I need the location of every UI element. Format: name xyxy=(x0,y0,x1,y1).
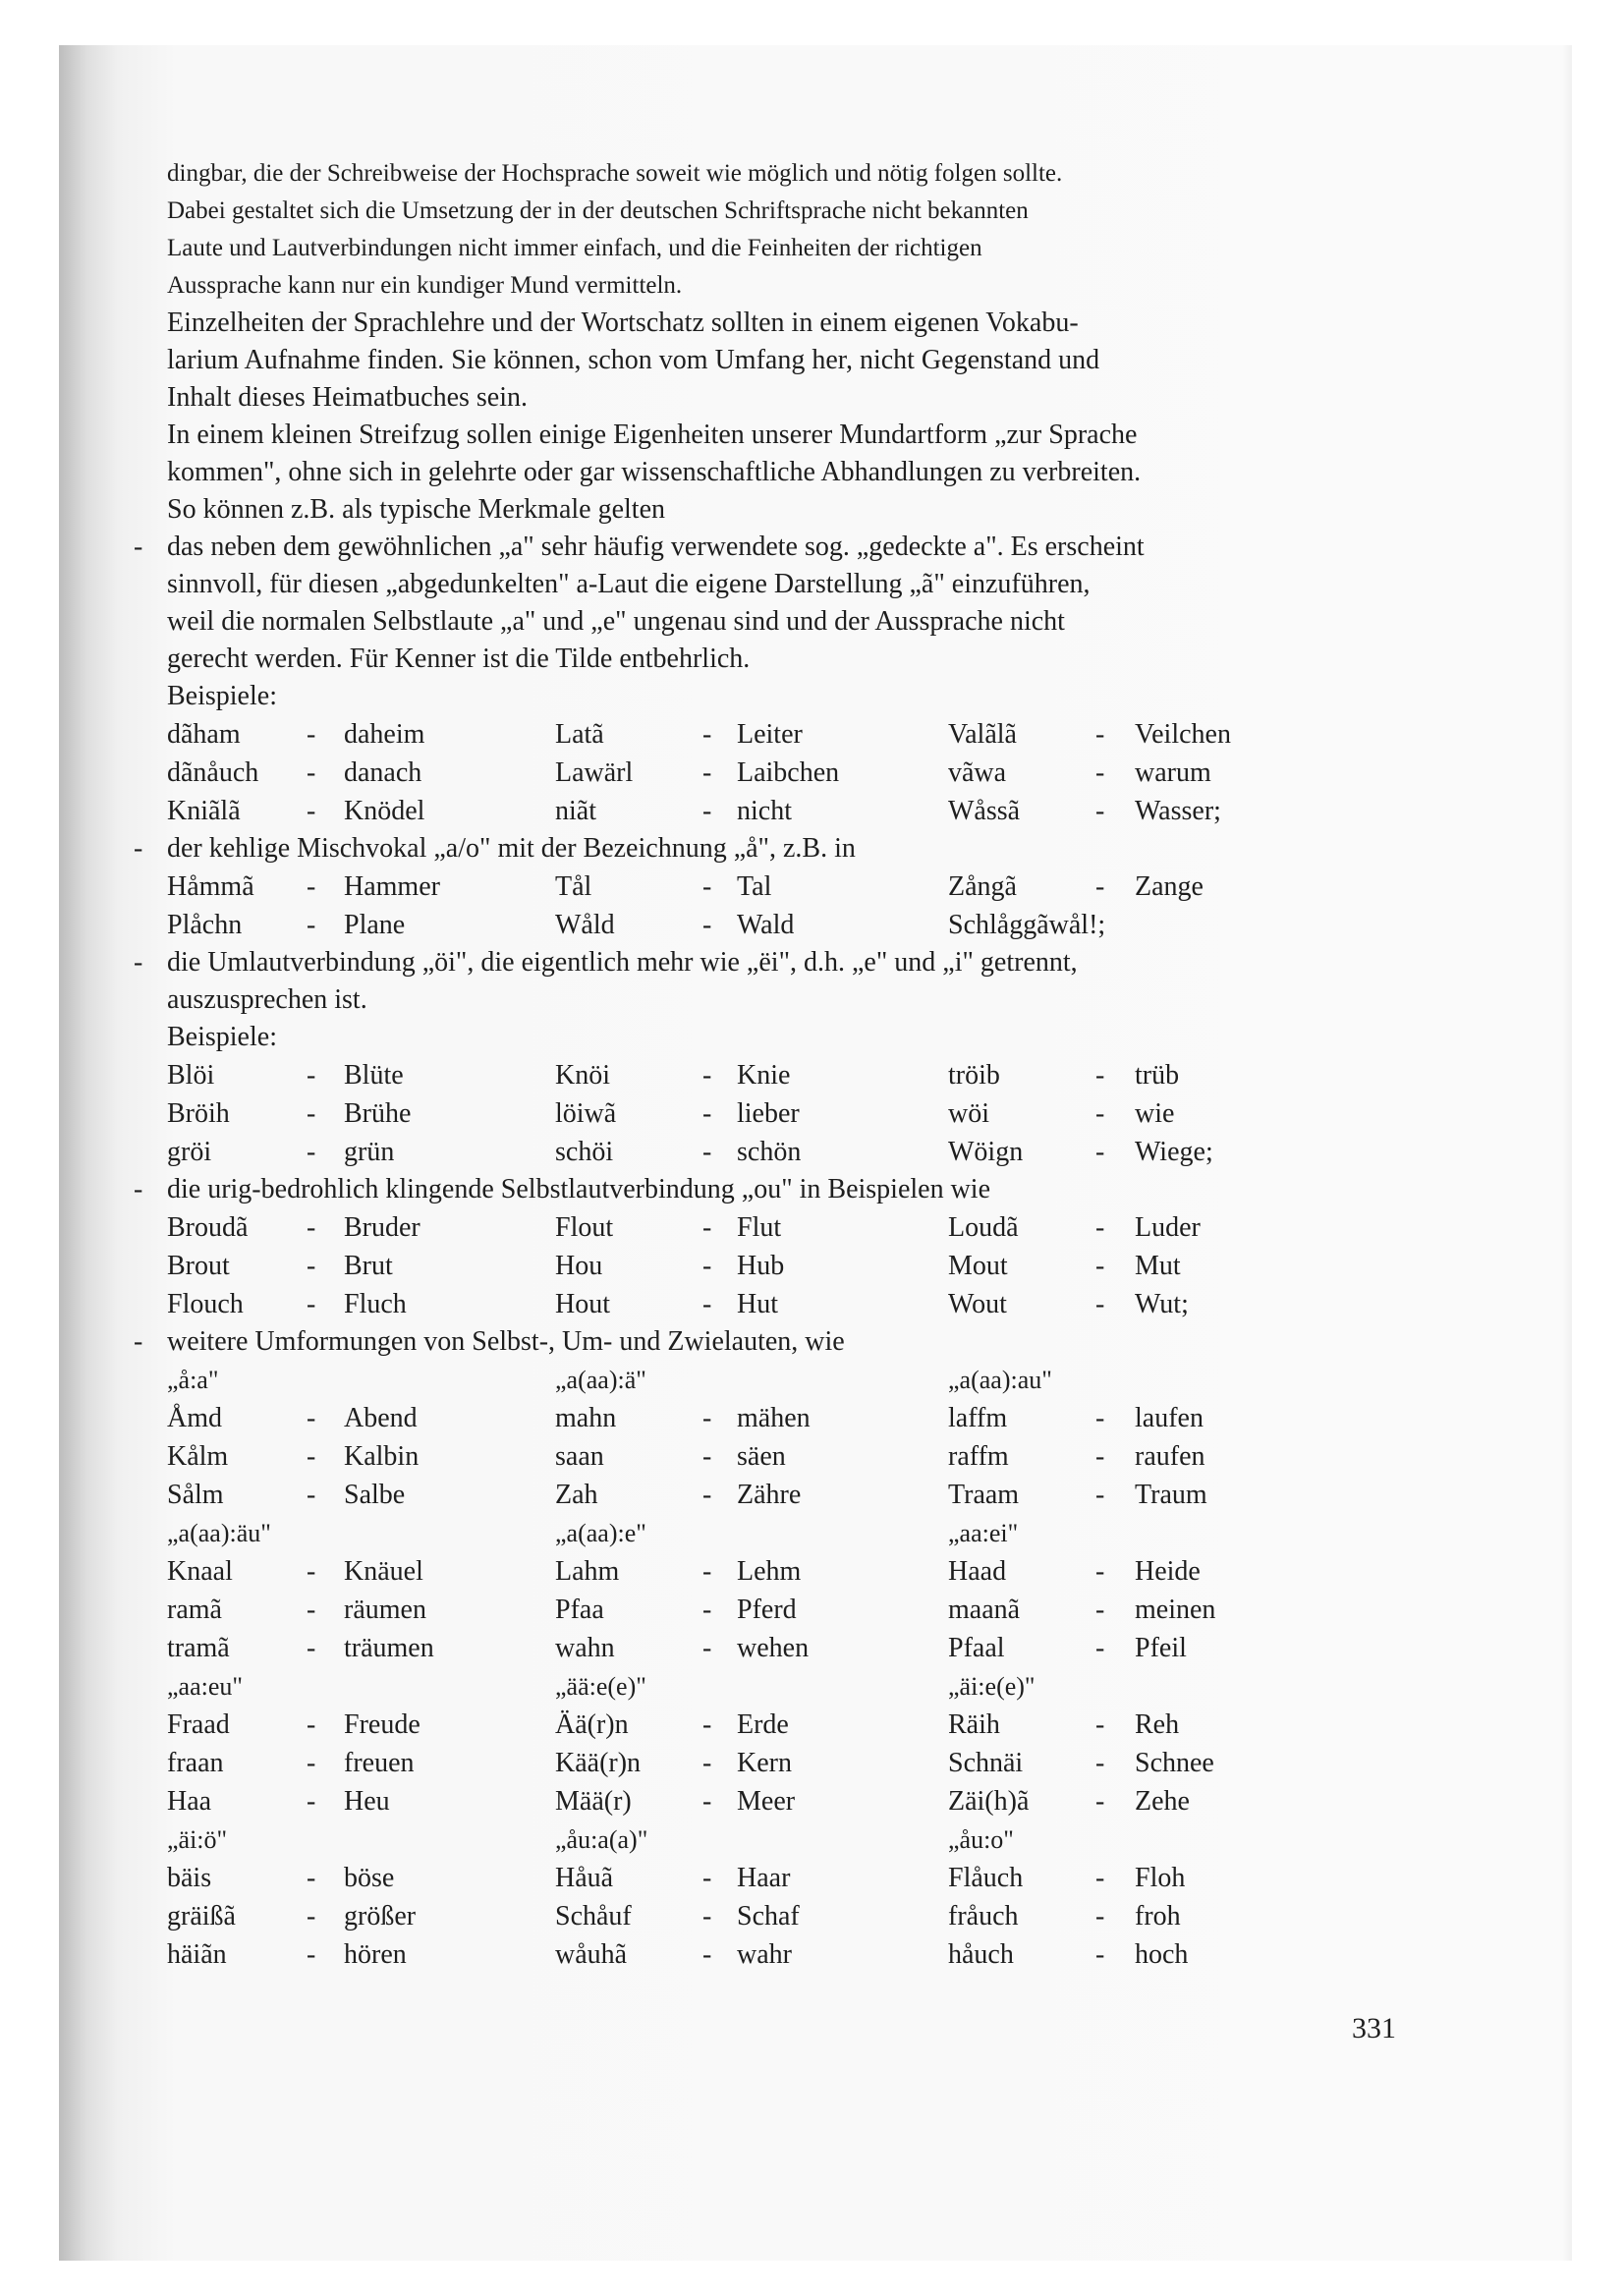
dialect-word: Räih xyxy=(948,1709,1000,1740)
text-line: Inhalt dieses Heimatbuches sein. xyxy=(167,382,529,413)
dialect-word: Sålm xyxy=(167,1480,224,1510)
standard-word: Knäuel xyxy=(344,1556,423,1587)
word-row xyxy=(167,1437,1390,1476)
word-row xyxy=(167,1399,1390,1437)
dialect-word: Broudã xyxy=(167,1212,249,1243)
dash-separator: - xyxy=(702,910,712,940)
dialect-word: Schåuf xyxy=(555,1901,632,1932)
dash-separator: - xyxy=(307,1289,316,1319)
word-row xyxy=(167,1591,1390,1629)
standard-word: warum xyxy=(1135,757,1211,788)
dash-separator: - xyxy=(702,1595,712,1625)
standard-word: Abend xyxy=(344,1403,418,1433)
standard-word: Traum xyxy=(1135,1480,1207,1510)
dash-separator: - xyxy=(307,1786,316,1817)
dialect-word: maanã xyxy=(948,1595,1021,1625)
dialect-word: Zah xyxy=(555,1480,598,1510)
word-row xyxy=(167,868,1390,906)
text-line: sinnvoll, für diesen „abgedunkelten" a-Laut die eigene Darstellung „ã" einzuführen, xyxy=(167,569,1091,599)
standard-word: Hut xyxy=(737,1289,778,1319)
example-table-3 xyxy=(167,1056,1390,1171)
dash-separator: - xyxy=(1095,1863,1105,1893)
dialect-word: Loudã xyxy=(948,1212,1019,1243)
standard-word: raufen xyxy=(1135,1441,1205,1472)
dialect-word: tröib xyxy=(948,1060,1000,1091)
dialect-word: Haa xyxy=(167,1786,212,1817)
standard-word: trüb xyxy=(1135,1060,1180,1091)
word-row xyxy=(167,1744,1390,1782)
text-line: weil die normalen Selbstlaute „a" und „e" ungenau sind und der Aussprache nicht xyxy=(167,606,1065,637)
standard-word: lieber xyxy=(737,1098,800,1129)
dialect-word: gröi xyxy=(167,1137,212,1167)
dialect-word: niãt xyxy=(555,796,596,826)
word-row xyxy=(167,754,1390,792)
standard-word: danach xyxy=(344,757,422,788)
dialect-word: Blöi xyxy=(167,1060,215,1091)
standard-word: meinen xyxy=(1135,1595,1216,1625)
dash-separator: - xyxy=(307,719,316,750)
standard-word: säen xyxy=(737,1441,786,1472)
sound-pattern-heading: „å:a" xyxy=(167,1366,219,1394)
standard-word: hören xyxy=(344,1939,407,1970)
standard-word: freuen xyxy=(344,1748,415,1778)
dash-separator: - xyxy=(702,1060,712,1091)
dash-separator: - xyxy=(702,1786,712,1817)
dash-separator: - xyxy=(702,871,712,902)
sound-pattern-heading: „a(aa):äu" xyxy=(167,1519,271,1547)
dialect-word: Mout xyxy=(948,1251,1008,1281)
sound-pattern-heading: „aa:ei" xyxy=(948,1519,1019,1547)
bullet-dash: - xyxy=(134,532,143,562)
text-line: Aussprache kann nur ein kundiger Mund vermitteln. xyxy=(167,272,683,299)
dialect-word: fråuch xyxy=(948,1901,1019,1932)
sound-pattern-heading: „äi:e(e)" xyxy=(948,1672,1036,1701)
dash-separator: - xyxy=(307,871,316,902)
dialect-word: Mää(r) xyxy=(555,1786,632,1817)
dialect-word: Knaal xyxy=(167,1556,233,1587)
dash-separator: - xyxy=(307,1060,316,1091)
word-row xyxy=(167,906,1390,944)
word-row xyxy=(167,715,1390,754)
standard-word: böse xyxy=(344,1863,395,1893)
dash-separator: - xyxy=(1095,1060,1105,1091)
bullet-umlautverbindung xyxy=(134,944,1390,1056)
standard-word: größer xyxy=(344,1901,417,1932)
bullet-dash: - xyxy=(134,1174,143,1204)
dialect-word: Wout xyxy=(948,1289,1007,1319)
word-row xyxy=(167,1667,1390,1706)
dash-separator: - xyxy=(307,1863,316,1893)
dash-separator: - xyxy=(307,1480,316,1510)
dialect-word: raffm xyxy=(948,1441,1009,1472)
dash-separator: - xyxy=(702,796,712,826)
standard-word: Zange xyxy=(1135,871,1204,902)
standard-word: Brut xyxy=(344,1251,393,1281)
dialect-word: wåuhã xyxy=(555,1939,628,1970)
page-text xyxy=(134,155,1390,1974)
standard-word: Heide xyxy=(1135,1556,1201,1587)
sound-pattern-heading: „åu:o" xyxy=(948,1825,1014,1854)
standard-word: Pfeil xyxy=(1135,1633,1187,1663)
standard-word: Floh xyxy=(1135,1863,1186,1893)
text-line: die urig-bedrohlich klingende Selbstlautverbindung „ou" in Beispielen wie xyxy=(167,1174,991,1204)
dialect-word: bäis xyxy=(167,1863,212,1893)
standard-word: Kalbin xyxy=(344,1441,420,1472)
dash-separator: - xyxy=(1095,1901,1105,1932)
standard-word: wie xyxy=(1135,1098,1175,1129)
standard-word: Schnee xyxy=(1135,1748,1214,1778)
text-line: weitere Umformungen von Selbst-, Um- und Zwielauten, wie xyxy=(167,1326,845,1357)
word-row xyxy=(167,792,1390,830)
text-line: In einem kleinen Streifzug sollen einige Eigenheiten unserer Mundartform „zur Sprache xyxy=(167,420,1138,450)
page-edge-shadow xyxy=(1562,45,1572,2261)
dialect-word: Plåchn xyxy=(167,910,243,940)
dash-separator: - xyxy=(1095,1709,1105,1740)
example-table-5 xyxy=(167,1361,1390,1974)
dialect-word: Bröih xyxy=(167,1098,230,1129)
examples-label: Beispiele: xyxy=(167,1022,277,1052)
standard-word: Kern xyxy=(737,1748,792,1778)
dialect-word: Flouch xyxy=(167,1289,244,1319)
text-line: gerecht werden. Für Kenner ist die Tilde entbehrlich. xyxy=(167,644,751,674)
word-row xyxy=(167,1094,1390,1133)
text-line: So können z.B. als typische Merkmale gelten xyxy=(167,494,665,525)
dialect-word: Traam xyxy=(948,1480,1020,1510)
standard-word: Lehm xyxy=(737,1556,802,1587)
dash-separator: - xyxy=(702,757,712,788)
word-row xyxy=(167,1056,1390,1094)
dialect-word: Hou xyxy=(555,1251,603,1281)
standard-word: Wiege; xyxy=(1135,1137,1213,1167)
word-row xyxy=(167,1859,1390,1897)
dialect-word: schöi xyxy=(555,1137,614,1167)
dash-separator: - xyxy=(702,1556,712,1587)
standard-word: Zehe xyxy=(1135,1786,1190,1817)
standard-word: Plane xyxy=(344,910,406,940)
dialect-word: Håuã xyxy=(555,1863,614,1893)
dialect-word: Schnäi xyxy=(948,1748,1024,1778)
dialect-word: vãwa xyxy=(948,757,1007,788)
standard-word: laufen xyxy=(1135,1403,1204,1433)
sound-pattern-heading: „åu:a(a)" xyxy=(555,1825,648,1854)
standard-word: Wut; xyxy=(1135,1289,1189,1319)
dialect-word: wöi xyxy=(948,1098,989,1129)
dash-separator: - xyxy=(307,1633,316,1663)
text-line: das neben dem gewöhnlichen „a" sehr häufig verwendete sog. „gedeckte a". Es erscheint xyxy=(167,532,1145,562)
intro-paragraph xyxy=(167,155,1390,529)
standard-word: träumen xyxy=(344,1633,434,1663)
dash-separator: - xyxy=(702,719,712,750)
standard-word: Meer xyxy=(737,1786,796,1817)
sound-pattern-heading: „ää:e(e)" xyxy=(555,1672,646,1701)
standard-word: Mut xyxy=(1135,1251,1181,1281)
dialect-word: laffm xyxy=(948,1403,1008,1433)
dialect-word: häiãn xyxy=(167,1939,227,1970)
word-row xyxy=(167,1247,1390,1285)
dash-separator: - xyxy=(1095,1403,1105,1433)
dash-separator: - xyxy=(1095,796,1105,826)
standard-word: Wald xyxy=(737,910,795,940)
dialect-word: håuch xyxy=(948,1939,1014,1970)
dash-separator: - xyxy=(307,1556,316,1587)
dialect-word: Zångã xyxy=(948,871,1017,902)
dialect-word: Wåld xyxy=(555,910,615,940)
standard-word: Pferd xyxy=(737,1595,797,1625)
standard-word: Salbe xyxy=(344,1480,406,1510)
bullet-ou xyxy=(134,1171,1390,1208)
standard-word: hoch xyxy=(1135,1939,1189,1970)
standard-word: Flut xyxy=(737,1212,782,1243)
dialect-word: Fraad xyxy=(167,1709,230,1740)
standard-word: Erde xyxy=(737,1709,789,1740)
dash-separator: - xyxy=(1095,1137,1105,1167)
dash-separator: - xyxy=(307,1595,316,1625)
word-row xyxy=(167,1935,1390,1974)
dialect-word: Zäi(h)ã xyxy=(948,1786,1030,1817)
dialect-word: gräißã xyxy=(167,1901,236,1932)
dash-separator: - xyxy=(307,1403,316,1433)
standard-word: Luder xyxy=(1135,1212,1201,1243)
dash-separator: - xyxy=(702,1709,712,1740)
standard-word: Hammer xyxy=(344,871,440,902)
bullet-dash: - xyxy=(134,947,143,978)
dash-separator: - xyxy=(702,1403,712,1433)
word-row xyxy=(167,1782,1390,1820)
dialect-word: Haad xyxy=(948,1556,1007,1587)
word-row xyxy=(167,1208,1390,1247)
standard-word: Schaf xyxy=(737,1901,800,1932)
dialect-word: Wöign xyxy=(948,1137,1024,1167)
dash-separator: - xyxy=(1095,1441,1105,1472)
dash-separator: - xyxy=(1095,1633,1105,1663)
dialect-word: saan xyxy=(555,1441,604,1472)
dialect-word: Flout xyxy=(555,1212,614,1243)
dialect-word: Ää(r)n xyxy=(555,1709,629,1740)
standard-word: wehen xyxy=(737,1633,810,1663)
standard-word: wahr xyxy=(737,1939,792,1970)
standard-word: Blüte xyxy=(344,1060,404,1091)
dash-separator: - xyxy=(307,1212,316,1243)
dialect-word: Kniãlã xyxy=(167,796,241,826)
dialect-word: dãnåuch xyxy=(167,757,259,788)
dash-separator: - xyxy=(702,1901,712,1932)
dash-separator: - xyxy=(307,1251,316,1281)
dialect-word: Wåssã xyxy=(948,796,1021,826)
standard-word: Fluch xyxy=(344,1289,407,1319)
word-row xyxy=(167,1706,1390,1744)
dialect-word: Latã xyxy=(555,719,604,750)
word-row xyxy=(167,1361,1390,1399)
dash-separator: - xyxy=(1095,1595,1105,1625)
dash-separator: - xyxy=(307,1709,316,1740)
dialect-word: Håmmã xyxy=(167,871,254,902)
dash-separator: - xyxy=(1095,1786,1105,1817)
standard-word: Veilchen xyxy=(1135,719,1231,750)
dialect-word: Brout xyxy=(167,1251,230,1281)
dash-separator: - xyxy=(702,1748,712,1778)
standard-word: froh xyxy=(1135,1901,1181,1932)
dash-separator: - xyxy=(307,1901,316,1932)
standard-word: nicht xyxy=(737,796,792,826)
text-line: die Umlautverbindung „öi", die eigentlich mehr wie „ëi", d.h. „e" und „i" getrennt, xyxy=(167,947,1078,978)
dialect-word: tramã xyxy=(167,1633,230,1663)
examples-label: Beispiele: xyxy=(167,681,277,711)
standard-word: Hub xyxy=(737,1251,785,1281)
sound-pattern-heading: „a(aa):au" xyxy=(948,1366,1052,1394)
text-line: der kehlige Mischvokal „a/o" mit der Bezeichnung „å", z.B. in xyxy=(167,833,856,864)
word-row xyxy=(167,1133,1390,1171)
dash-separator: - xyxy=(1095,871,1105,902)
text-line: auszusprechen ist. xyxy=(167,984,367,1015)
dash-separator: - xyxy=(307,796,316,826)
dialect-word: Åmd xyxy=(167,1403,222,1433)
word-row xyxy=(167,1285,1390,1323)
standard-word: räumen xyxy=(344,1595,426,1625)
dash-separator: - xyxy=(1095,1556,1105,1587)
dialect-word: wahn xyxy=(555,1633,615,1663)
standard-word: Tal xyxy=(737,871,772,902)
dialect-word: Flåuch xyxy=(948,1863,1024,1893)
dash-separator: - xyxy=(1095,1748,1105,1778)
dialect-word: Kää(r)n xyxy=(555,1748,642,1778)
text-line: dingbar, die der Schreibweise der Hochsprache soweit wie möglich und nötig folgen sollte. xyxy=(167,160,1063,187)
dialect-word: Tål xyxy=(555,871,592,902)
dash-separator: - xyxy=(1095,757,1105,788)
dialect-word: mahn xyxy=(555,1403,617,1433)
dash-separator: - xyxy=(1095,1939,1105,1970)
standard-word: Zähre xyxy=(737,1480,802,1510)
page-number: 331 xyxy=(1352,2012,1396,2044)
dash-separator: - xyxy=(1095,1289,1105,1319)
bullet-mischvokal xyxy=(134,830,1390,868)
standard-word: Laibchen xyxy=(737,757,840,788)
dialect-word: Valãlã xyxy=(948,719,1017,750)
standard-word: Heu xyxy=(344,1786,390,1817)
dialect-word: löiwã xyxy=(555,1098,617,1129)
dash-separator: - xyxy=(702,1633,712,1663)
dash-separator: - xyxy=(307,1098,316,1129)
bullet-gedecktes-a xyxy=(134,529,1390,715)
standard-word: Brühe xyxy=(344,1098,412,1129)
text-line: Einzelheiten der Sprachlehre und der Wortschatz sollten in einem eigenen Vokabu- xyxy=(167,308,1079,338)
dialect-word: ramã xyxy=(167,1595,222,1625)
dash-separator: - xyxy=(702,1137,712,1167)
word-row xyxy=(167,1514,1390,1552)
example-table-2 xyxy=(167,868,1390,944)
dash-separator: - xyxy=(307,1137,316,1167)
dash-separator: - xyxy=(702,1212,712,1243)
standard-word: Bruder xyxy=(344,1212,420,1243)
standard-word: Leiter xyxy=(737,719,803,750)
sound-pattern-heading: „a(aa):ä" xyxy=(555,1366,646,1394)
dash-separator: - xyxy=(702,1098,712,1129)
sound-pattern-heading: „äi:ö" xyxy=(167,1825,228,1854)
dash-separator: - xyxy=(307,1939,316,1970)
word-row xyxy=(167,1820,1390,1859)
dash-separator: - xyxy=(1095,1480,1105,1510)
dialect-word: Lawärl xyxy=(555,757,634,788)
standard-word: daheim xyxy=(344,719,425,750)
sound-pattern-heading: „a(aa):e" xyxy=(555,1519,646,1547)
dialect-word: Schlåggãwål!; xyxy=(948,910,1106,940)
dash-separator: - xyxy=(1095,719,1105,750)
standard-word: Reh xyxy=(1135,1709,1180,1740)
word-row xyxy=(167,1476,1390,1514)
standard-word: schön xyxy=(737,1137,802,1167)
standard-word: Knödel xyxy=(344,796,425,826)
dash-separator: - xyxy=(702,1480,712,1510)
bullet-dash: - xyxy=(134,1326,143,1357)
text-line: larium Aufnahme finden. Sie können, schon vom Umfang her, nicht Gegenstand und xyxy=(167,345,1100,375)
text-line: Laute und Lautverbindungen nicht immer einfach, und die Feinheiten der richtigen xyxy=(167,235,982,261)
dash-separator: - xyxy=(1095,1212,1105,1243)
word-row xyxy=(167,1552,1390,1591)
dash-separator: - xyxy=(702,1289,712,1319)
dash-separator: - xyxy=(702,1251,712,1281)
standard-word: mähen xyxy=(737,1403,811,1433)
dialect-word: Pfaal xyxy=(948,1633,1005,1663)
dialect-word: Kålm xyxy=(167,1441,229,1472)
standard-word: Freude xyxy=(344,1709,420,1740)
example-table-1 xyxy=(167,715,1390,830)
dash-separator: - xyxy=(307,1748,316,1778)
text-line: kommen", ohne sich in gelehrte oder gar wissenschaftliche Abhandlungen zu verbreiten. xyxy=(167,457,1142,487)
standard-word: Wasser; xyxy=(1135,796,1221,826)
dash-separator: - xyxy=(307,910,316,940)
dash-separator: - xyxy=(702,1441,712,1472)
example-table-4 xyxy=(167,1208,1390,1323)
dialect-word: Lahm xyxy=(555,1556,620,1587)
dialect-word: dãham xyxy=(167,719,241,750)
sound-pattern-heading: „aa:eu" xyxy=(167,1672,243,1701)
dash-separator: - xyxy=(307,757,316,788)
standard-word: Knie xyxy=(737,1060,791,1091)
dialect-word: Knöi xyxy=(555,1060,610,1091)
standard-word: Haar xyxy=(737,1863,791,1893)
standard-word: grün xyxy=(344,1137,395,1167)
dialect-word: Pfaa xyxy=(555,1595,604,1625)
dash-separator: - xyxy=(1095,1251,1105,1281)
bullet-umformungen xyxy=(134,1323,1390,1361)
bullet-dash: - xyxy=(134,833,143,864)
dash-separator: - xyxy=(702,1863,712,1893)
dash-separator: - xyxy=(1095,1098,1105,1129)
word-row xyxy=(167,1897,1390,1935)
word-row xyxy=(167,1629,1390,1667)
dash-separator: - xyxy=(307,1441,316,1472)
dialect-word: Hout xyxy=(555,1289,610,1319)
text-line: Dabei gestaltet sich die Umsetzung der in der deutschen Schriftsprache nicht bekannten xyxy=(167,197,1029,224)
dash-separator: - xyxy=(702,1939,712,1970)
dialect-word: fraan xyxy=(167,1748,224,1778)
